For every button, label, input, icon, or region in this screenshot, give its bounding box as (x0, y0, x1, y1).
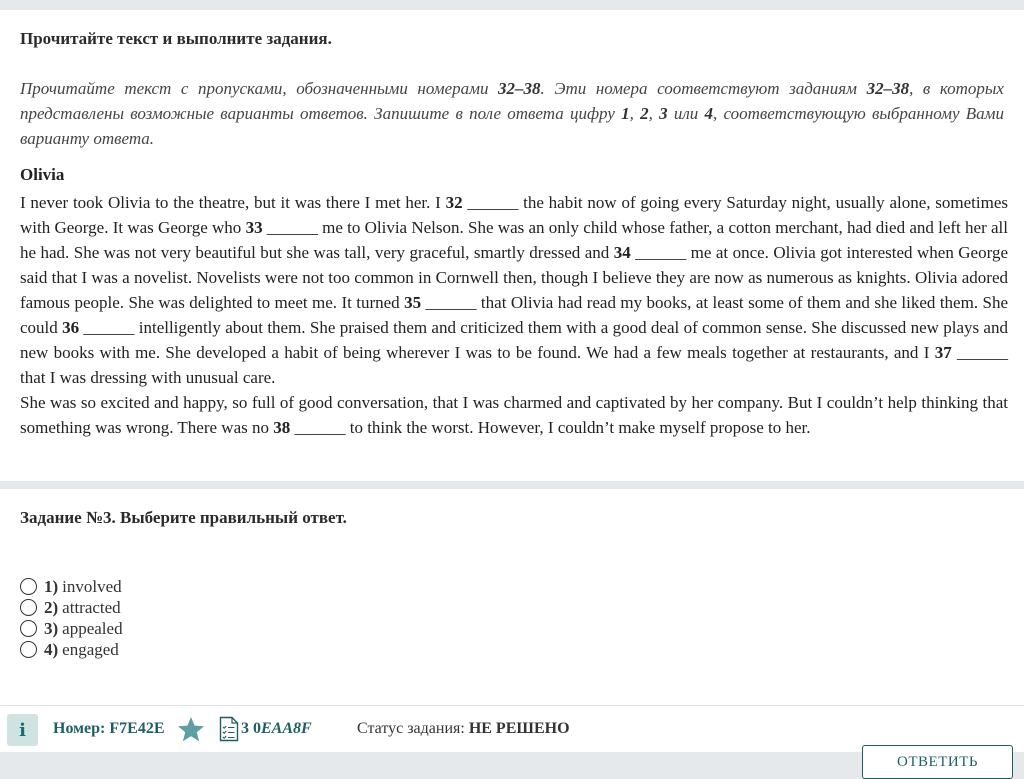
answer-option-2[interactable] (20, 597, 123, 618)
option-text: attracted (62, 597, 121, 617)
task-status (357, 720, 570, 738)
option-text: engaged (62, 639, 119, 659)
passage-text: ______ me to Olivia Nelson. She was an only child whose father, a cotton merchant, had died and left her all he had. She was not very beautiful but she was tall, very graceful, smartly dressed and (20, 218, 1009, 262)
task-heading: Задание №3. Выберите правильный ответ. (20, 508, 347, 527)
gap-number: 36 (62, 318, 80, 337)
document-list-icon[interactable] (219, 716, 239, 742)
instruction-digit: 4 (704, 104, 713, 123)
option-text: involved (62, 576, 122, 596)
instruction-digit: 2 (640, 104, 649, 123)
task-number: Номер: F7E42E (53, 720, 165, 737)
instruction-sep: , (648, 104, 660, 123)
radio-button[interactable] (20, 578, 37, 595)
instruction-text: , соответствующую выбранному Вами варианту ответа. (20, 104, 1005, 148)
answer-options (20, 576, 123, 660)
instruction-text: , в которых представлены возможные варианты ответов. Запишите в поле ответа цифру (20, 79, 1004, 123)
gap-number: 33 (245, 218, 263, 237)
answer-option-1[interactable] (20, 576, 123, 597)
instruction-sep: , (629, 104, 641, 123)
info-icon[interactable]: i (7, 714, 38, 746)
instruction-range: 32–38 (498, 79, 541, 98)
gap-number: 32 (445, 193, 463, 212)
option-number: 4) (44, 639, 59, 659)
paragraph (20, 190, 1008, 390)
answer-option-4[interactable] (20, 639, 123, 660)
passage-text: ______ to think the worst. However, I couldn’t make myself propose to her. (290, 418, 811, 437)
instruction-range: 32–38 (866, 79, 910, 98)
radio-button[interactable] (20, 620, 37, 637)
gap-number: 38 (273, 418, 291, 437)
instruction-digit: 1 (621, 104, 630, 123)
gap-number: 34 (613, 243, 631, 262)
passage-text: ______ that I was dressing with unusual care. (20, 343, 1009, 387)
passage (20, 190, 1008, 440)
option-number: 3) (44, 618, 59, 638)
option-number: 2) (44, 597, 59, 617)
gap-number: 35 (404, 293, 422, 312)
radio-button[interactable] (20, 599, 37, 616)
star-icon[interactable] (177, 716, 205, 742)
kes-value: EAA8F (261, 720, 312, 737)
passage-text: I never took Olivia to the theatre, but it was there I met her. I (20, 193, 446, 212)
radio-button[interactable] (20, 641, 37, 658)
passage-text: ______ that Olivia had read my books, at least some of them and she liked them. She could (20, 293, 1008, 337)
paragraph (20, 390, 1008, 440)
answer-option-3[interactable] (20, 618, 123, 639)
task-card (0, 489, 1024, 705)
passage-text: ______ the habit now of going every Saturday night, usually alone, sometimes with George. It was George who (20, 193, 1008, 237)
instruction-text: Прочитайте текст с пропусками, обозначенными номерами (20, 79, 499, 98)
status-label: Статус задания: (357, 720, 465, 737)
passage-text: She was so excited and happy, so full of good conversation, that I was charmed and captivated by her company. But I couldn’t help thinking that something was wrong. There was no (20, 393, 1008, 437)
passage-text: ______ intelligently about them. She praised them and criticized them with a good deal of common sense. She discussed new plays and new books with me. She developed a habit of being wherever I was to be found. We had a few meals together at restaurants, and I (20, 318, 1008, 362)
instruction-text: . Эти номера соответствуют заданиям (540, 79, 867, 98)
instructions (20, 76, 1004, 151)
gap-number: 37 (934, 343, 952, 362)
option-text: appealed (62, 618, 123, 638)
text-card (0, 10, 1024, 481)
kes-code (241, 720, 312, 738)
answer-button[interactable]: ОТВЕТИТЬ (862, 745, 1013, 779)
kes-prefix: 3 0 (241, 720, 261, 737)
instruction-sep: или (667, 104, 705, 123)
option-number: 1) (44, 576, 59, 596)
section-heading: Прочитайте текст и выполните задания. (20, 29, 332, 48)
status-value: НЕ РЕШЕНО (468, 720, 570, 737)
instruction-digit: 3 (659, 104, 668, 123)
passage-text: ______ me at once. Olivia got interested when George said that I was a novelist. Novelists were not too common in Cornwell then, though I believe they are now as numerous as knights. Olivia adored famous people. She was delighted to meet me. It turned (20, 243, 1008, 312)
text-title: Olivia (20, 165, 65, 184)
